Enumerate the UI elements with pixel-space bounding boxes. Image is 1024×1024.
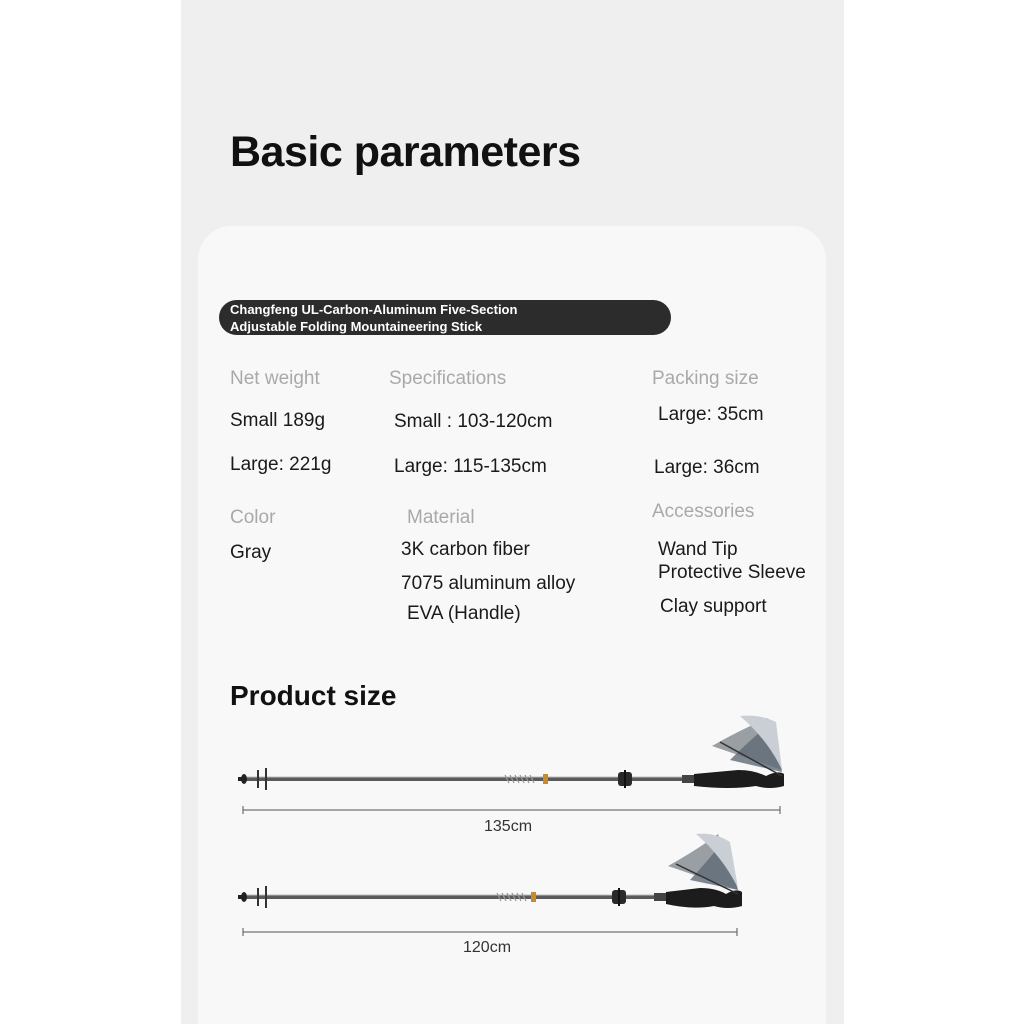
material-label: Material bbox=[407, 507, 475, 528]
product-size-title: Product size bbox=[230, 680, 397, 711]
material-value-2: 7075 aluminum alloy bbox=[401, 573, 576, 594]
net-weight-label: Net weight bbox=[230, 368, 320, 389]
packing-size-value-1: Large: 35cm bbox=[658, 404, 764, 425]
parameters-card bbox=[198, 226, 826, 1024]
specifications-label: Specifications bbox=[389, 368, 507, 389]
net-weight-large: Large: 221g bbox=[230, 454, 332, 475]
material-value-1: 3K carbon fiber bbox=[401, 539, 530, 560]
accessory-value-1: Wand Tip bbox=[658, 539, 738, 560]
product-name-banner bbox=[219, 300, 671, 335]
accessory-value-3: Clay support bbox=[660, 596, 767, 617]
color-label: Color bbox=[230, 507, 276, 528]
product-name-line-1: Changfeng UL-Carbon-Aluminum Five-Section bbox=[230, 302, 518, 317]
accessory-value-2: Protective Sleeve bbox=[658, 562, 806, 583]
accessories-label: Accessories bbox=[652, 501, 755, 522]
specifications-large: Large: 115-135cm bbox=[394, 456, 547, 477]
net-weight-small: Small 189g bbox=[230, 410, 326, 431]
packing-size-label: Packing size bbox=[652, 368, 759, 389]
material-value-3: EVA (Handle) bbox=[407, 603, 521, 624]
page-title: Basic parameters bbox=[230, 128, 581, 176]
short-length-label: 120cm bbox=[463, 939, 512, 956]
packing-size-value-2: Large: 36cm bbox=[654, 457, 760, 478]
specifications-small: Small : 103-120cm bbox=[394, 411, 553, 432]
product-name-line-2: Adjustable Folding Mountaineering Stick bbox=[230, 319, 483, 334]
long-length-label: 135cm bbox=[484, 818, 533, 835]
color-value: Gray bbox=[230, 542, 272, 563]
